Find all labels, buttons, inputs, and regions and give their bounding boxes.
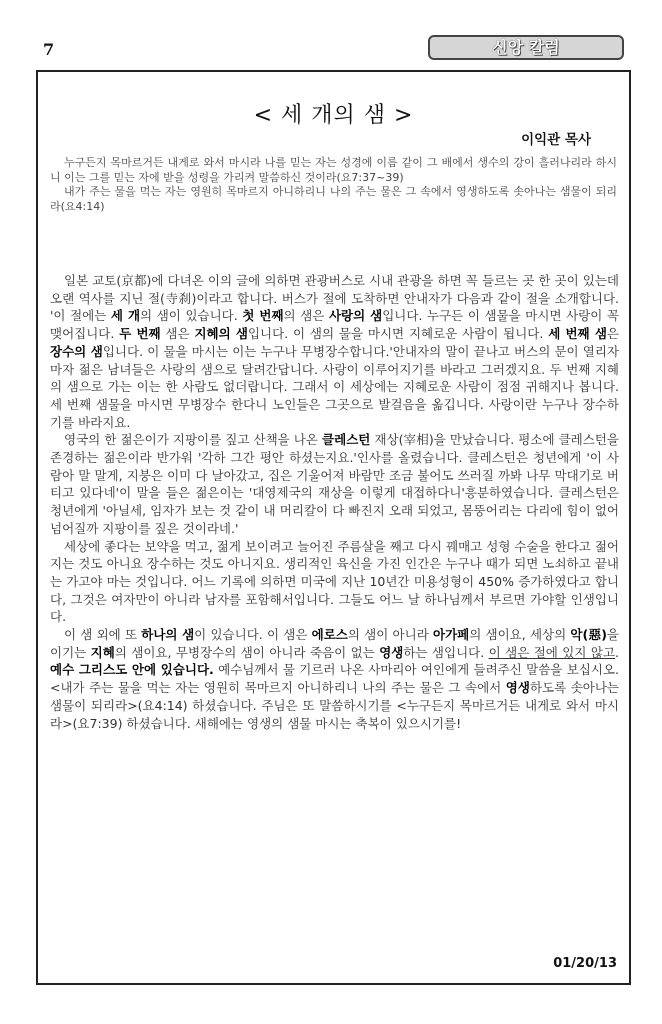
article-body [50,272,619,732]
scripture-quote: 내가 주는 물을 먹는 자는 영원히 목마르지 아니하리니 나의 주는 물은 그 속에서 영생하도록 솟아나는 샘물이 되리라(요4:14) [50,185,617,213]
column-label: 신앙 칼럼 [428,35,624,60]
paragraph: 세상에 좋다는 보약을 먹고, 젊게 보이려고 늘어진 주름살을 째고 다시 꿰매고 성형 수술을 한다고 젊어지는 것도 아니요 장수하는 것도 아니지요. 생리적인 육신을 가진 인간은 누구나 때가 되면 노쇠하고 끝내는 가고야 마는 것입니다. 어느 기록에 의하면 미국에 지난 10년간 미용성형이 450% 증가하였다고 합니다, 그것은 여자만이 아니라 남자를 포함해서입니다. 그들도 어느 날 하나님께서 부르면 가야할 인생입니다. [50,538,619,625]
article-title: < 세 개의 샘 > [253,103,414,128]
article-frame [36,70,631,985]
scripture-quotes [50,156,617,214]
paragraph: 일본 교토(京都)에 다녀온 이의 글에 의하면 관광버스로 시내 관광을 하면 꼭 들르는 곳 한 곳이 있는데 오랜 역사를 지닌 절(寺刹)이라고 합니다. 버스가 절에 도착하면 안내자가 다음과 같이 절을 소개합니다. '이 절에는 세 개의 샘이 있습니다. 첫 번째의 샘은 사랑의 샘입니다. 누구든 이 샘물을 마시면 사랑이 꼭 맺어집니다. 두 번째 샘은 지혜의 샘입니다. 이 샘의 물을 마시면 지혜로운 사람이 됩니다. 세 번째 샘은 장수의 샘입니다. 이 물을 마시는 이는 누구나 무병장수합니다.'안내자의 말이 끝나고 버스의 문이 열리자마자 젊은 남녀들은 사랑의 샘으로 달려간답니다. 사랑이 이루어지기를 바라고 그러겠지요. 두 번째 지혜의 샘으로 가는 이는 한 사람도 없더랍니다. 그래서 이 세상에는 지혜로운 사람이 점점 귀해지나 봅니다. 세 번째 샘물을 마시면 무병장수 한다니 노인들은 그곳으로 발걸음을 옮깁니다. 사랑이란 누구나 장수하기를 바라지요. [50,273,620,430]
paragraph: 이 샘 외에 또 하나의 샘이 있습니다. 이 샘은 에로스의 샘이 아니라 아가페의 샘이요, 세상의 악(惡)을 이기는 지혜의 샘이요, 무병장수의 샘이 아니라 죽음이 없는 영생하는 샘입니다. 이 샘은 절에 있지 않고. 예수 그리스도 안에 있습니다. 예수님께서 물 기르러 나온 사마리아 여인에게 들려주신 말씀을 보십시오. <내가 주는 물을 먹는 자는 영원히 목마르지 아니하리니 나의 주는 물은 그 속에서 영생하도록 솟아나는 샘물이 되리라>(요4:14) 하셨습니다. 주님은 또 말씀하시기를 <누구든지 목마르거든 내게로 와서 마시라>(요7:39) 하셨습니다. 새해에는 영생의 샘물 마시는 축복이 있으시기를! [50,627,620,731]
scripture-quote: 누구든지 목마르거든 내게로 와서 마시라 나를 믿는 자는 성경에 이름 같이 그 배에서 생수의 강이 흘러나리라 하시니 이는 그를 믿는 자에 받을 성령을 가리켜 말씀하신 것이라(요7:37~39) [50,156,617,184]
author-name: 이익관 목사 [521,132,591,148]
page-number: 7 [43,40,55,59]
paragraph: 영국의 한 젊은이가 지팡이를 짚고 산책을 나온 클레스턴 재상(宰相)을 만났습니다. 평소에 클레스턴을 존경하는 젊은이라 반가워 '각하 그간 평안 하셨는지요.'인사를 올렸습니다. 클레스턴은 청년에게 '이 사람아 말 말게, 지붕은 이미 다 날아갔고, 집은 기울어져 바람만 조금 불어도 쓰러질 까봐 나무 막대기로 버티고 있다네'이 말을 들은 젊은이는 '대영제국의 재상을 이렇게 대접하다니'흥분하였습니다. 클레스턴은 청년에게 '아닐세, 임자가 보는 것 같이 내 머리칼이 다 빠진지 오래 되었고, 몸뚱어리는 다리에 힘이 없어 넘어질까 지팡이를 짚은 것이라네.' [50,432,619,536]
publish-date: 01/20/13 [553,956,617,971]
